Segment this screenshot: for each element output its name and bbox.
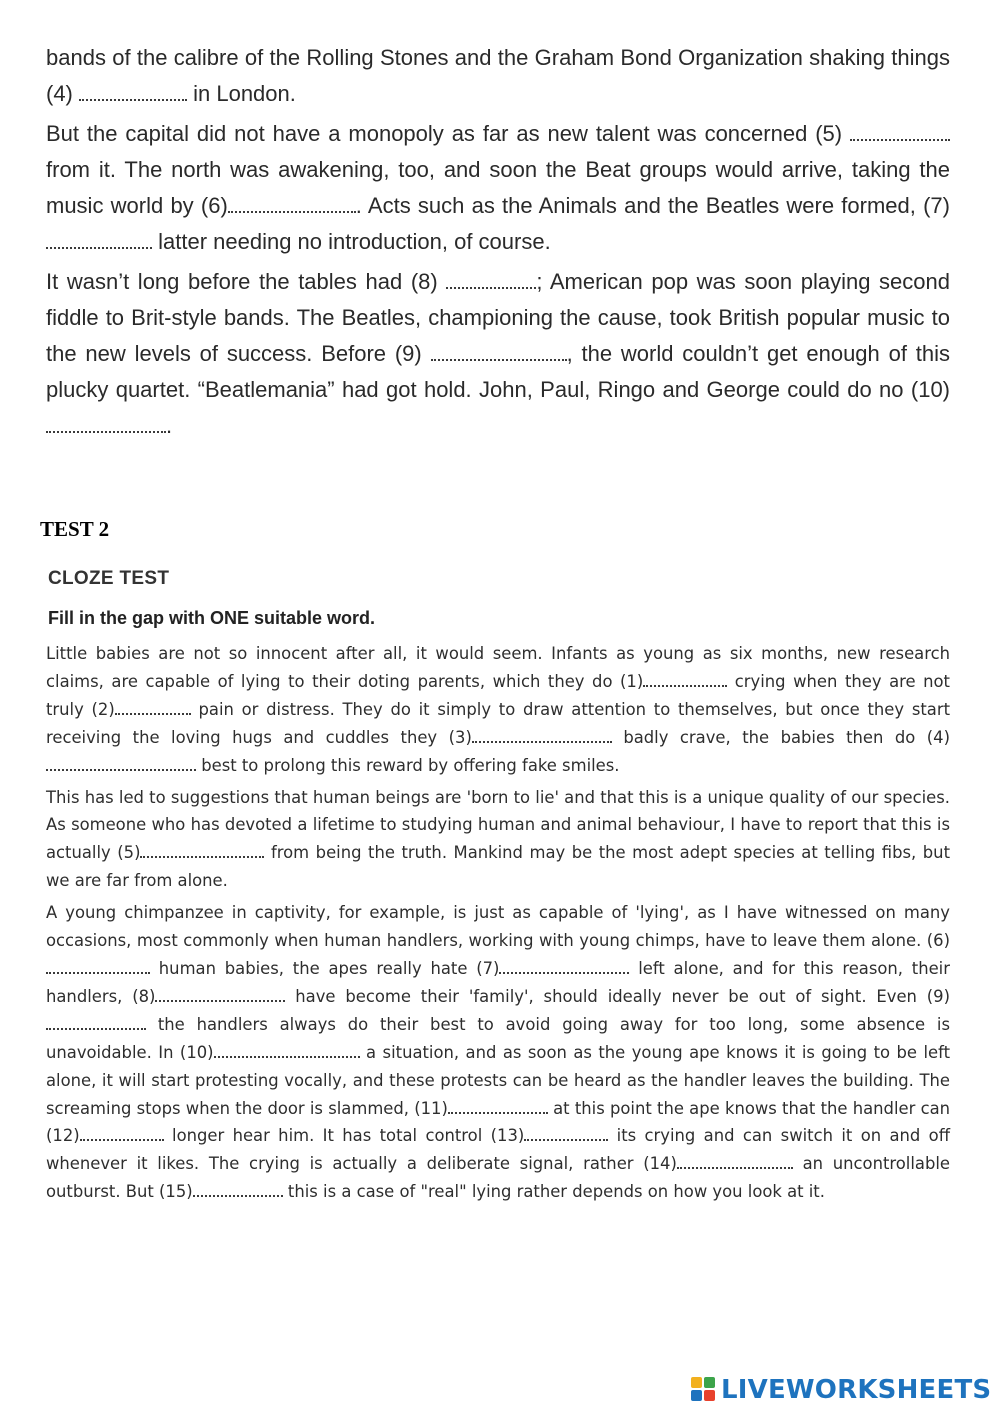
gap-3[interactable] xyxy=(472,726,612,743)
gap-5[interactable] xyxy=(850,119,950,141)
paragraph: This has led to suggestions that human beings are 'born to lie' and that this is a unique quality of our species. As someone who has devoted a lifetime to studying human and animal behaviour, I have to report that this is actually (5) from being the truth. Mankind may be the most adept species at telling fibs, but we are far from alone. xyxy=(46,787,950,891)
gap-10[interactable] xyxy=(46,411,166,433)
logo-square-green xyxy=(704,1377,715,1388)
instruction: Fill in the gap with ONE suitable word. xyxy=(48,608,376,628)
cloze-test-heading: CLOZE TEST xyxy=(48,568,170,589)
logo-square-red xyxy=(704,1390,715,1401)
liveworksheets-logo xyxy=(691,1374,991,1406)
gap-10[interactable] xyxy=(214,1041,360,1058)
paragraph: A young chimpanzee in captivity, for example, is just as capable of 'lying', as I have witnessed on many occasions, most commonly when human handlers, working with young chimps, have to leave them alone. (6) human babies, the apes really hate (7) left alone, and for this reason, their handlers, (8) have become their 'family', should ideally never be out of sight. Even (9) the handlers always do their best to avoid going away for too long, some absence is unavoidable. In (10) a situation, and as soon as the young ape knows it is going to be left alone, it will start protesting vocally, and these protests can be heard as the handler leaves the building. The screaming stops when the door is slammed, (11) at this point the ape knows that the handler can (12) longer hear him. It has total control (13) its crying and can switch it on and off whenever it likes. The crying is actually a deliberate signal, rather (14) an uncontrollable outburst. But (15) this is a case of "real" lying rather depends on how you look at it. xyxy=(46,903,951,1202)
gap-7[interactable] xyxy=(46,227,152,249)
gap-1[interactable] xyxy=(643,670,727,687)
paragraph: It wasn’t long before the tables had (8) ; American pop was soon playing second fiddle to Brit-style bands. The Beatles, championing the cause, took British popular music to the new levels of success. Before (9) , the world couldn’t get enough of this plucky quartet. “Beatlemania” had got hold. John, Paul, Ringo and George could do no (10) . xyxy=(46,269,951,438)
gap-5[interactable] xyxy=(140,842,264,859)
passage-1 xyxy=(46,40,950,448)
paragraph: Little babies are not so innocent after all, it would seem. Infants as young as six months, new research claims, are capable of lying to their doting parents, which they do (1) crying when they are not truly (2) pain or distress. They do it simply to draw attention to themselves, but once they start receiving the loving hugs and cuddles they (3) badly crave, the babies then do (4) best to prolong this reward by offering fake smiles. xyxy=(46,644,950,775)
logo-square-yellow xyxy=(691,1377,702,1388)
gap-15[interactable] xyxy=(193,1180,283,1197)
gap-8[interactable] xyxy=(446,267,536,289)
gap-9[interactable] xyxy=(431,339,567,361)
gap-7[interactable] xyxy=(499,957,629,974)
paragraph: bands of the calibre of the Rolling Stones and the Graham Bond Organization shaking things (4) in London. xyxy=(46,45,950,106)
gap-13[interactable] xyxy=(524,1125,608,1142)
gap-2[interactable] xyxy=(115,698,191,715)
gap-9[interactable] xyxy=(46,1013,146,1030)
gap-6[interactable] xyxy=(228,191,356,213)
gap-6[interactable] xyxy=(46,957,150,974)
test-2-heading: TEST 2 xyxy=(40,517,110,541)
liveworksheets-logo-icon xyxy=(691,1377,717,1403)
gap-4[interactable] xyxy=(79,79,187,101)
gap-12[interactable] xyxy=(80,1125,164,1142)
paragraph: But the capital did not have a monopoly as far as new talent was concerned (5) from it. The north was awakening, too, and soon the Beat groups would arrive, taking the music world by (6) . Acts such as the Animals and the Beatles were formed, (7) latter needing no introduction, of course. xyxy=(46,121,950,254)
gap-14[interactable] xyxy=(677,1153,793,1170)
gap-11[interactable] xyxy=(448,1097,548,1114)
logo-text: LIVEWORKSHEETS xyxy=(721,1375,992,1405)
gap-8[interactable] xyxy=(155,985,285,1002)
gap-4[interactable] xyxy=(46,754,196,771)
logo-square-blue xyxy=(691,1390,702,1401)
passage-2 xyxy=(46,640,950,1210)
